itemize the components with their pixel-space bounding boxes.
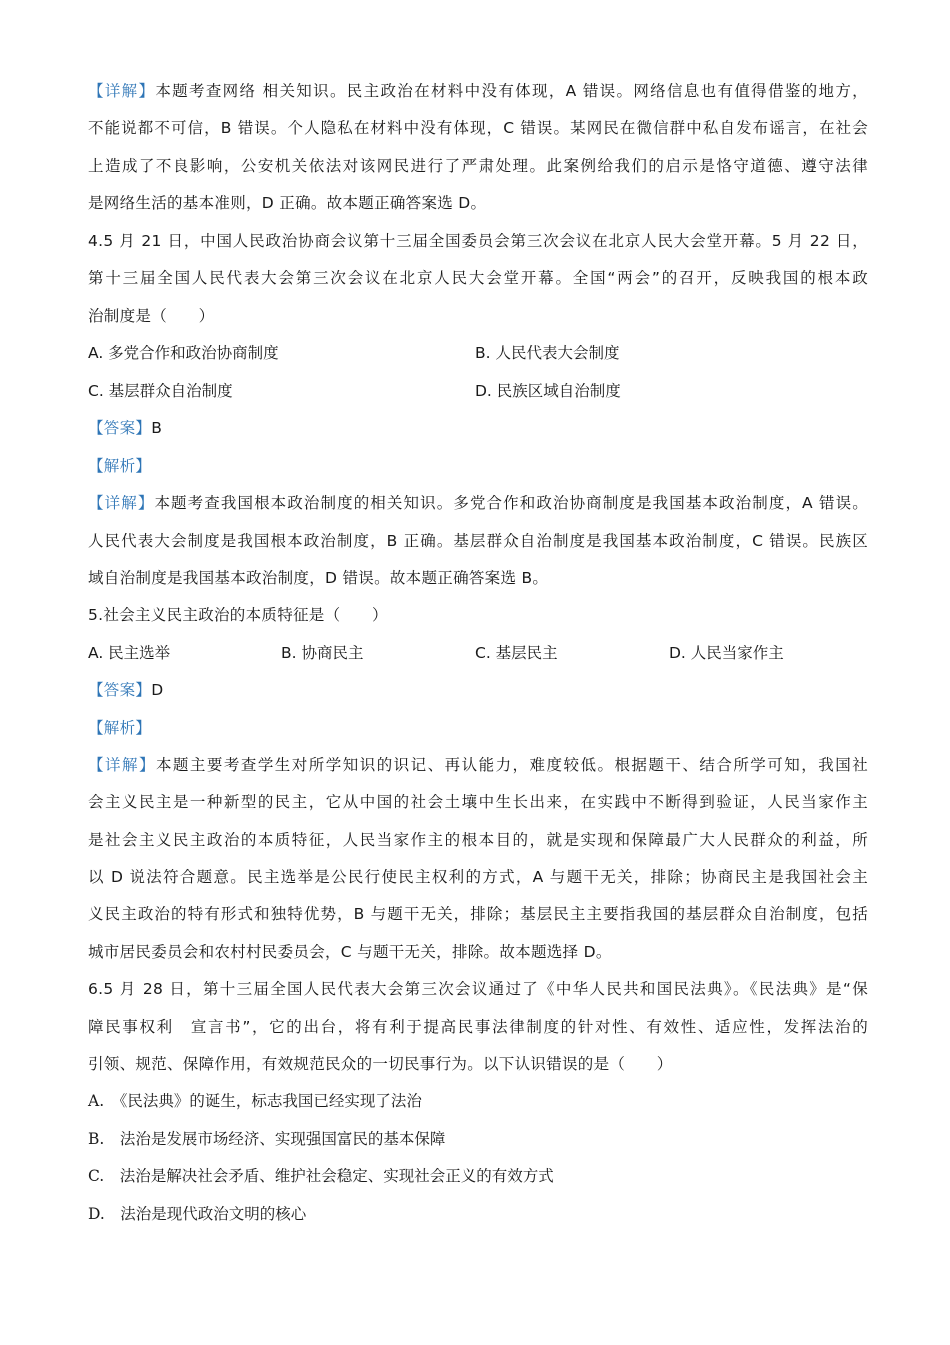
q4-option-c: C. 基层群众自治制度 [88, 382, 233, 400]
q5-answer [88, 679, 868, 701]
answer-value: B [151, 419, 163, 437]
q5-option-d: D. 人民当家作主 [669, 644, 784, 662]
detail-text: 本题考查网络 相关知识。民主政治在材料中没有体现，A 错误。网络信息也有值得借鉴的地方， [155, 82, 868, 100]
q5-detail-line-2: 会主义民主是一种新型的民主，它从中国的社会土壤中生长出来，在实践中不断得到验证，人民当家作主 [88, 793, 868, 811]
q4-stem-line-2: 第十三届全国人民代表大会第三次会议在北京人民大会堂开幕。全国“两会”的召开，反映我国的根本政 [88, 269, 868, 287]
q6-option-a: A. 《民法典》的诞生，标志我国已经实现了法治 [88, 1092, 422, 1110]
q6-option-d: D. 法治是现代政治文明的核心 [88, 1205, 307, 1223]
detail-tag: 【详解】 [88, 756, 156, 774]
q5-detail-line-1 [88, 754, 868, 776]
q4-stem-line-1: 4.5 月 21 日，中国人民政治协商会议第十三届全国委员会第三次会议在北京人民大会堂开幕。5 月 22 日， [88, 232, 868, 250]
q5-analysis-tag: 【解析】 [88, 719, 152, 737]
q5-option-a: A. 民主选举 [88, 644, 171, 662]
q6-option-b: B. 法治是发展市场经济、实现强国富民的基本保障 [88, 1130, 446, 1148]
q5-detail-line-3: 是社会主义民主政治的本质特征，人民当家作主的根本目的，就是实现和保障最广大人民群众的利益，所 [88, 831, 868, 849]
q4-analysis-tag: 【解析】 [88, 457, 152, 475]
q4-detail-line-3: 域自治制度是我国基本政治制度，D 错误。故本题正确答案选 B。 [88, 569, 549, 587]
q4-detail-line-1 [88, 492, 868, 514]
detail-tag: 【详解】 [88, 494, 155, 512]
q5-detail-line-5: 义民主政治的特有形式和独特优势，B 与题干无关，排除；基层民主主要指我国的基层群众自治制度，包括 [88, 905, 868, 923]
detail-text: 本题主要考查学生对所学知识的识记、再认能力，难度较低。根据题干、结合所学可知，我国社 [155, 756, 868, 774]
q3-detail-line-1 [88, 80, 868, 102]
q4-option-d: D. 民族区域自治制度 [475, 382, 621, 400]
q5-option-b: B. 协商民主 [281, 644, 364, 662]
q6-stem-line-2: 障民事权利 宣言书”，它的出台，将有利于提高民事法律制度的针对性、有效性、适应性，发挥法治的 [88, 1018, 868, 1036]
q4-option-a: A. 多党合作和政治协商制度 [88, 344, 279, 362]
q4-detail-line-2: 人民代表大会制度是我国根本政治制度，B 正确。基层群众自治制度是我国基本政治制度，C 错误。民族区 [88, 532, 868, 550]
detail-text: 本题考查我国根本政治制度的相关知识。多党合作和政治协商制度是我国基本政治制度，A 错误。 [154, 494, 869, 512]
q6-option-c: C. 法治是解决社会矛盾、维护社会稳定、实现社会正义的有效方式 [88, 1167, 554, 1185]
answer-tag: 【答案】 [88, 419, 152, 437]
q6-stem-line-3: 引领、规范、保障作用，有效规范民众的一切民事行为。以下认识错误的是（ ） [88, 1055, 673, 1073]
detail-tag: 【详解】 [88, 82, 156, 100]
q4-answer [88, 417, 868, 439]
q5-detail-line-4: 以 D 说法符合题意。民主选举是公民行使民主权利的方式，A 与题干无关，排除；协商民主是我国社会主 [88, 868, 868, 886]
answer-tag: 【答案】 [88, 681, 152, 699]
q4-stem-line-3: 治制度是（ ） [88, 307, 215, 325]
q3-detail-line-2: 不能说都不可信，B 错误。个人隐私在材料中没有体现，C 错误。某网民在微信群中私自发布谣言，在社会 [88, 119, 868, 137]
answer-value: D [151, 681, 164, 699]
q5-stem: 5.社会主义民主政治的本质特征是（ ） [88, 606, 388, 624]
q3-detail-line-4: 是网络生活的基本准则，D 正确。故本题正确答案选 D。 [88, 194, 487, 212]
q5-option-c: C. 基层民主 [475, 644, 558, 662]
q4-option-b: B. 人民代表大会制度 [475, 344, 620, 362]
q3-detail-line-3: 上造成了不良影响，公安机关依法对该网民进行了严肃处理。此案例给我们的启示是恪守道德、遵守法律 [88, 157, 868, 175]
q6-stem-line-1: 6.5 月 28 日，第十三届全国人民代表大会第三次会议通过了《中华人民共和国民法典》。《民法典》是“保 [88, 980, 868, 998]
q5-detail-line-6: 城市居民委员会和农村村民委员会，C 与题干无关，排除。故本题选择 D。 [88, 943, 612, 961]
